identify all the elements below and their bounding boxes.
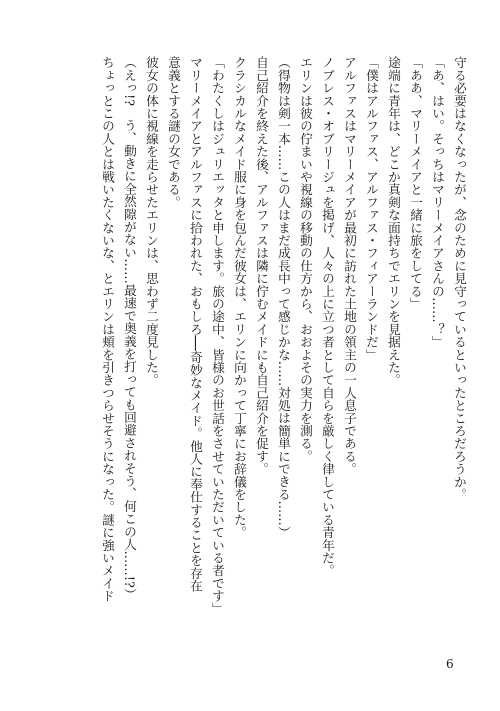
text-line-16: （えっ!? う、動きに全然隙がない……最速で奥義を打っても回避されそう、何この人……!?） xyxy=(122,56,137,601)
text-line-5: 「僕はアルファス、アルファス・フィアーランドだ」 xyxy=(364,56,379,361)
text-line-8: エリンは彼の佇まいや視線の移動の仕方から、おおよその実力を測る。 xyxy=(298,56,313,463)
text-line-9: （得物は剣一本……この人はまだ成長中って感じかな……対処は簡単にできる……） xyxy=(276,56,291,539)
page-number: 6 xyxy=(446,657,454,671)
text-line-7: ノブレス・オブリージュを掲げ、人々の上に立つ者として自らを厳しく律している青年だ。 xyxy=(320,56,335,577)
text-line-3: 「ああ、マリーメイアと一緒に旅をしてる」 xyxy=(408,56,423,310)
text-line-15: 彼女の体に視線を走らせたエリンは、思わず二度見した。 xyxy=(144,56,159,387)
text-line-2: 「あ、はい。そっちはマリーメイアさんの……？」 xyxy=(430,56,445,349)
text-line-10: 自己紹介を終えた後、アルファスは隣に佇むメイドにも自己紹介を促す。 xyxy=(254,56,269,476)
vertical-text-body xyxy=(20,56,470,636)
text-line-1: 守る必要はなくなったが、念のために見守っているといったところだろうか。 xyxy=(452,56,467,501)
text-line-13: マリーメイアとアルファスに拾われた、おもしろ──奇妙なメイド。他人に奉仕することを存在 xyxy=(188,56,203,592)
text-line-14: 意義とする謎の女である。 xyxy=(166,56,181,209)
text-line-6: アルファスはマリーメイアが最初に訪れた土地の領主の一人息子である。 xyxy=(342,56,357,476)
text-line-4: 途端に青年は、どこか真剣な面持ちでエリンを見据えた。 xyxy=(386,56,401,387)
text-line-12: 「わたくしはジュリエッタと申します。旅の途中、皆様のお世話をさせていただいている者です」 xyxy=(210,56,225,615)
text-line-11: クラシカルなメイド服に身を包んだ彼女は、エリンに向かって丁寧にお辞儀をした。 xyxy=(232,56,247,539)
text-line-17: ちょっとこの人とは戦いたくないな、とエリンは頬を引きつらせそうになった。謎に強いメイド xyxy=(100,56,115,603)
